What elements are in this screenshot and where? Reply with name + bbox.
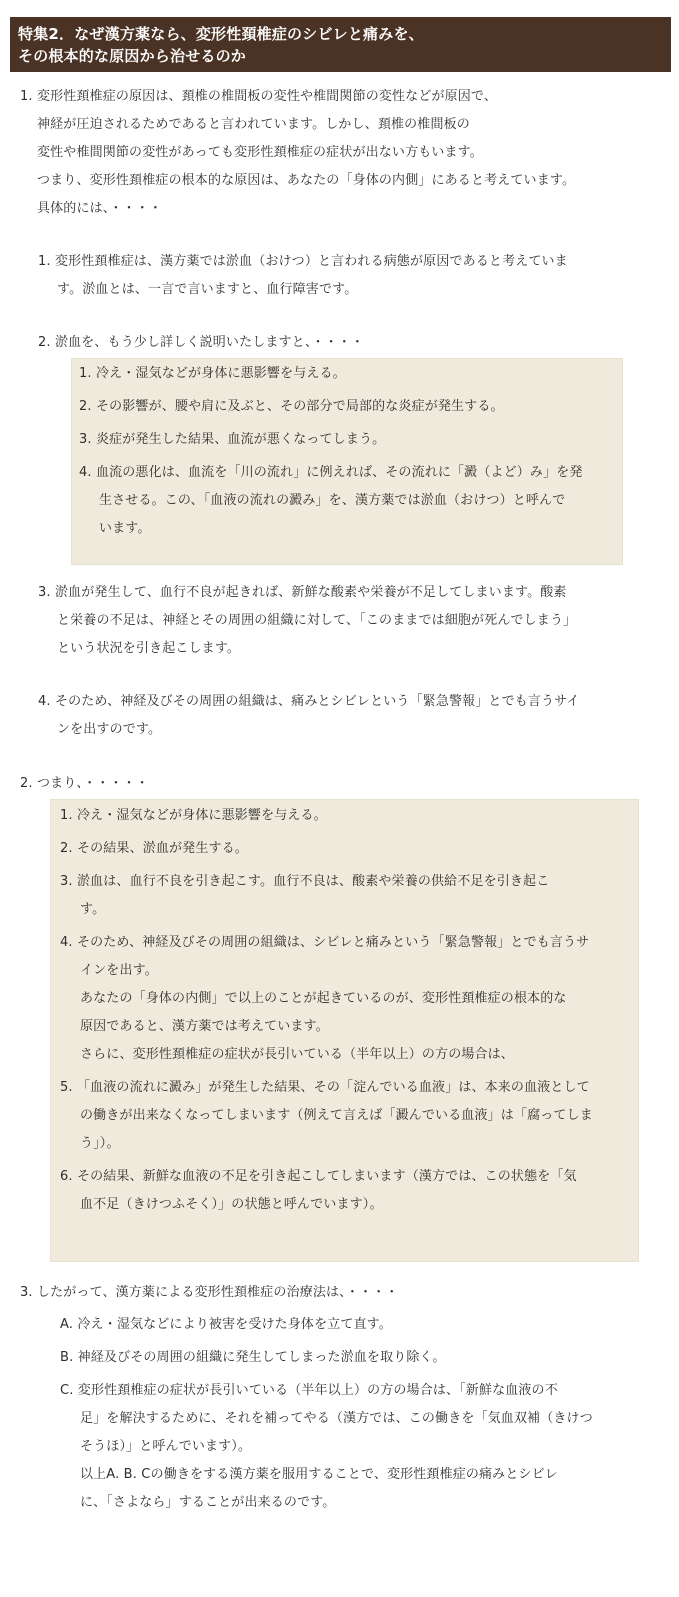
s2-item-4-line-3: あなたの「身体の内側」で以上のことが起きているのが、変形性頚椎症の根本的な [80, 991, 567, 1006]
s1-item-4-line-2: ンを出すのです。 [57, 722, 162, 737]
s1-box-item-1: 1. 冷え・湿気などが身体に悪影響を与える。 [79, 366, 346, 381]
s1-item-3-line-1: 3. 淤血が発生して、血行不良が起きれば、新鮮な酸素や栄養が不足してしまいます。酸素 [38, 585, 567, 600]
s2-item-3-line-2: す。 [80, 902, 106, 917]
s3-item-c-line-1: C. 変形性頚椎症の症状が長引いている（半年以上）の方の場合は、「新鮮な血液の不 [60, 1383, 558, 1398]
s3-item-a: A. 冷え・湿気などにより被害を受けた身体を立て直す。 [60, 1317, 392, 1332]
s1-box-item-2: 2. その影響が、腰や肩に及ぶと、その部分で局部的な炎症が発生する。 [79, 399, 504, 414]
s2-item-5-line-3: う」）。 [80, 1136, 120, 1151]
s1-box-item-3: 3. 炎症が発生した結果、血流が悪くなってしまう。 [79, 432, 386, 447]
s2-item-5-line-2: の働きが出来なくなってしまいます（例えて言えば「澱んでいる血液」は「腐ってしま [80, 1108, 593, 1123]
s1-highlight-box [71, 358, 623, 565]
s2-item-1: 1. 冷え・湿気などが身体に悪影響を与える。 [60, 808, 327, 823]
s2-item-2: 2. その結果、淤血が発生する。 [60, 841, 248, 856]
header-line-2: その根本的な原因から治せるのか [18, 47, 247, 65]
s3-summary-line-1: 以上A. B. Cの働きをする漢方薬を服用することで、変形性頚椎症の痛みとシビレ [80, 1467, 558, 1482]
section-header [10, 17, 671, 72]
s1-line-5: 具体的には、・・・・ [37, 201, 163, 216]
s3-item-b: B. 神経及びその周囲の組織に発生してしまった淤血を取り除く。 [60, 1350, 446, 1365]
s2-item-4-line-2: インを出す。 [80, 963, 158, 978]
s1-item-3-line-2: と栄養の不足は、神経とその周囲の組織に対して、「このままでは細胞が死んでしまう」 [57, 613, 577, 628]
s2-item-4-line-4: 原因であると、漢方薬では考えています。 [80, 1019, 329, 1034]
s1-item-1-line-1: 1. 変形性頚椎症は、漢方薬では淤血（おけつ）と言われる病態が原因であると考えていま [38, 254, 568, 269]
s1-line-4: つまり、変形性頚椎症の根本的な原因は、あなたの「身体の内側」にあると考えています。 [37, 173, 576, 188]
s2-item-4-line-5: さらに、変形性頚椎症の症状が長引いている（半年以上）の方の場合は、 [80, 1047, 514, 1062]
s1-line-2: 神経が圧迫されるためであると言われています。しかし、頚椎の椎間板の [37, 117, 470, 132]
header-line-1: 特集2．なぜ漢方薬なら、変形性頚椎症のシビレと痛みを、 [18, 25, 424, 43]
s1-item-3-line-3: という状況を引き起こします。 [57, 641, 241, 656]
s3-item-c-line-3: そうほ）」と呼んでいます）。 [80, 1439, 252, 1454]
s2-item-6-line-1: 6. その結果、新鮮な血液の不足を引き起こしてしまいます（漢方では、この状態を「気 [60, 1169, 577, 1184]
s1-line-3: 変性や椎間関節の変性があっても変形性頚椎症の症状が出ない方もいます。 [37, 145, 483, 160]
s2-title: 2. つまり、・・・・・ [20, 776, 149, 791]
s2-item-6-line-2: 血不足（きけつふそく）」の状態と呼んでいます）。 [80, 1197, 383, 1212]
s3-item-c-line-2: 足」を解決するために、それを補ってやる（漢方では、この働きを「気血双補（きけつ [80, 1411, 593, 1426]
s1-item-2: 2. 淤血を、もう少し詳しく説明いたしますと、・・・・ [38, 335, 365, 350]
s2-item-5-line-1: 5. 「血液の流れに澱み」が発生した結果、その「淀んでいる血液」は、本来の血液として [60, 1080, 590, 1095]
s1-item-1-line-2: す。淤血とは、一言で言いますと、血行障害です。 [57, 282, 358, 297]
s2-item-4-line-1: 4. そのため、神経及びその周囲の組織は、シビレと痛みという「緊急警報」とでも言うサ [60, 935, 590, 950]
s3-summary-line-2: に、「さよなら」することが出来るのです。 [80, 1495, 336, 1510]
s3-title: 3. したがって、漢方薬による変形性頚椎症の治療法は、・・・・ [20, 1285, 399, 1300]
s1-item-4-line-1: 4. そのため、神経及びその周囲の組織は、痛みとシビレという「緊急警報」とでも言うサイ [38, 694, 580, 709]
s1-box-item-4-line-3: います。 [99, 521, 151, 536]
s1-box-item-4-line-1: 4. 血流の悪化は、血流を「川の流れ」に例えれば、その流れに「澱（よど）み」を発 [79, 465, 583, 480]
s1-box-item-4-line-2: 生させる。この、「血液の流れの澱み」を、漢方薬では淤血（おけつ）と呼んで [99, 493, 566, 508]
s2-item-3-line-1: 3. 淤血は、血行不良を引き起こす。血行不良は、酸素や栄養の供給不足を引き起こ [60, 874, 550, 889]
s1-line-1: 1. 変形性頚椎症の原因は、頚椎の椎間板の変性や椎間関節の変性などが原因で、 [20, 89, 497, 104]
